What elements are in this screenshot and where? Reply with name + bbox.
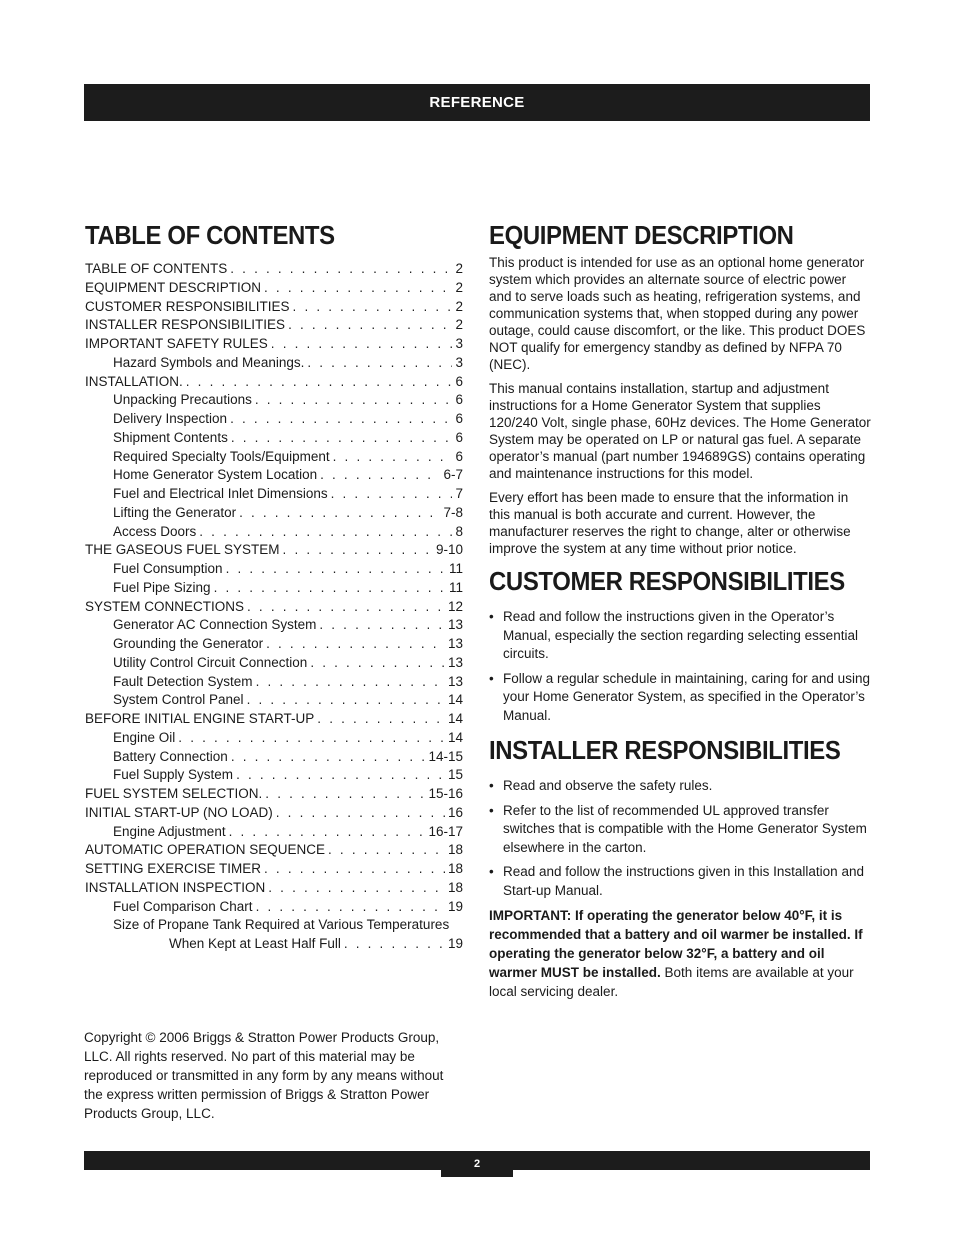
toc-entry-label: Fuel Pipe Sizing <box>113 579 211 595</box>
toc-entry-page: 2 <box>455 317 463 333</box>
toc-leader-dots <box>231 748 426 767</box>
toc-entry-page: 18 <box>447 861 463 876</box>
toc-leader-dots <box>236 766 445 785</box>
toc-leader-dots <box>229 823 426 842</box>
toc-entry-page: 7-8 <box>443 504 463 520</box>
section-header-bar <box>84 84 870 121</box>
toc-entry-label: TABLE OF CONTENTS <box>85 261 228 276</box>
toc-entry-page: 6-7 <box>443 467 463 483</box>
toc-leader-dots <box>256 673 445 692</box>
important-note <box>489 906 871 1001</box>
toc-leader-dots <box>331 485 453 504</box>
toc-entry-page: 2 <box>455 261 463 276</box>
toc-entry-page: 13 <box>447 617 463 633</box>
equipment-paragraph: This manual contains installation, startup and adjustment instructions for a Home Generator System that supplies 120/240 Volt, single phase, 60Hz devices. The Home Generator System may be operated on LP or natural gas fuel. A separate operator’s manual (part number 194689GS) contains operating and maintenance instructions for this model. <box>489 381 871 481</box>
toc-entry[interactable] <box>85 560 463 579</box>
toc-leader-dots <box>186 373 453 392</box>
toc-entry[interactable] <box>85 523 463 542</box>
toc-entry-label: Home Generator System Location <box>113 467 318 483</box>
toc-entry-label: INSTALLATION INSPECTION <box>85 879 266 895</box>
toc-entry-page: 19 <box>447 936 463 951</box>
toc-entry-label: Size of Propane Tank Required at Various Temperatures <box>113 917 450 933</box>
toc-entry-label: AUTOMATIC OPERATION SEQUENCE <box>85 842 326 858</box>
toc-entry[interactable] <box>85 766 463 785</box>
toc-entry-page: 7 <box>455 486 463 501</box>
toc-entry-label: Fuel Supply System <box>113 767 234 783</box>
toc-entry[interactable] <box>85 410 463 429</box>
toc-entry-page: 11 <box>448 561 463 576</box>
important-note-rest: Both items are available at your local servicing dealer. <box>489 965 854 999</box>
toc-leader-dots <box>328 841 445 860</box>
equipment-description-title: EQUIPMENT DESCRIPTION <box>489 220 794 250</box>
equipment-paragraph: Every effort has been made to ensure that the information in this manual is both accurate and current. However, the manufacturer reserves the right to change, alter or otherwise improve the system at any time without prior notice. <box>489 490 851 556</box>
customer-bullet-list <box>489 608 871 725</box>
toc-entry-label: Shipment Contents <box>113 429 228 445</box>
toc-entry-label: Engine Adjustment <box>113 823 226 839</box>
toc-entry-page: 2 <box>455 279 463 295</box>
toc-entry-label: Generator AC Connection System <box>113 617 317 633</box>
toc-entry-label: SYSTEM CONNECTIONS <box>85 598 245 614</box>
toc-leader-dots <box>231 429 453 448</box>
toc-entry-label: Utility Control Circuit Connection <box>113 654 308 670</box>
toc-entry[interactable] <box>85 916 463 935</box>
toc-entry[interactable] <box>85 898 463 917</box>
toc-entry-page: 18 <box>447 842 463 858</box>
toc-entry-page: 14-15 <box>428 748 463 764</box>
toc-entry-label: Hazard Symbols and Meanings. <box>113 354 305 370</box>
toc-entry[interactable] <box>85 260 463 279</box>
toc-leader-dots <box>266 635 445 654</box>
left-column <box>85 218 463 954</box>
toc-leader-dots <box>319 616 445 635</box>
toc-leader-dots <box>320 466 440 485</box>
toc-entry-page: 14 <box>447 692 463 708</box>
toc-entry[interactable] <box>85 429 463 448</box>
toc-entry[interactable] <box>85 635 463 654</box>
customer-bullet-item: • Follow a regular schedule in maintaining, caring for and using your Home Generator System, as specified in the Operator’s Manual. <box>489 670 871 726</box>
toc-leader-dots <box>239 504 440 523</box>
toc-list <box>85 260 463 954</box>
toc-leader-dots <box>271 335 453 354</box>
toc-entry-label: THE GASEOUS FUEL SYSTEM <box>85 542 280 558</box>
installer-bullet-item: • Read and follow the instructions given in this Installation and Start-up Manual. <box>489 863 871 900</box>
important-note-bold: IMPORTANT: If operating the generator below 40°F, it is recommended that a battery and oil warmer be installed. If operating the generator below 32°F, a battery and oil warmer MUST be installed. <box>489 908 863 980</box>
toc-entry[interactable] <box>85 729 463 748</box>
toc-leader-dots <box>226 560 446 579</box>
toc-entry[interactable] <box>85 466 463 485</box>
customer-responsibilities-title: CUSTOMER RESPONSIBILITIES <box>489 566 845 596</box>
toc-entry-label: Required Specialty Tools/Equipment <box>113 448 330 464</box>
toc-leader-dots <box>293 298 453 317</box>
installer-responsibilities-title: INSTALLER RESPONSIBILITIES <box>489 735 841 765</box>
toc-leader-dots <box>288 316 452 335</box>
toc-leader-dots <box>333 448 453 467</box>
toc-leader-dots <box>283 541 433 560</box>
toc-entry-label: Lifting the Generator <box>113 504 237 520</box>
toc-leader-dots <box>214 579 446 598</box>
toc-entry-page: 6 <box>455 429 463 445</box>
customer-bullet-item: • Read and follow the instructions given in the Operator’s Manual, especially the section regarding selecting essential circuits. <box>489 608 871 664</box>
toc-entry-label: INSTALLATION. <box>85 373 183 389</box>
toc-entry-label: EQUIPMENT DESCRIPTION <box>85 279 262 295</box>
toc-entry-label: Engine Oil <box>113 729 176 745</box>
toc-entry[interactable] <box>85 879 463 898</box>
toc-entry-page: 15 <box>447 767 463 783</box>
toc-entry-label: Fault Detection System <box>113 673 253 689</box>
toc-entry-label: IMPORTANT SAFETY RULES <box>85 336 268 351</box>
installer-bullet-item: • Read and observe the safety rules. <box>489 777 871 796</box>
toc-entry-label: BEFORE INITIAL ENGINE START-UP <box>85 711 315 726</box>
toc-entry-page: 13 <box>447 673 463 689</box>
toc-entry[interactable] <box>85 691 463 710</box>
toc-entry-label: System Control Panel <box>113 692 244 708</box>
toc-leader-dots <box>317 710 445 729</box>
toc-entry[interactable] <box>85 354 463 373</box>
toc-leader-dots <box>276 804 445 823</box>
toc-entry-label: CUSTOMER RESPONSIBILITIES <box>85 298 290 314</box>
toc-entry-label: Fuel Comparison Chart <box>113 898 253 914</box>
toc-entry-label: Fuel Consumption <box>113 561 223 576</box>
toc-entry-label: INSTALLER RESPONSIBILITIES <box>85 317 286 333</box>
toc-entry-page: 12 <box>447 598 463 614</box>
installer-bullet-item: • Refer to the list of recommended UL approved transfer switches that is compatible with the Home Generator System elsewhere in the carton. <box>489 802 871 858</box>
toc-entry[interactable] <box>85 541 463 560</box>
toc-entry[interactable] <box>85 579 463 598</box>
equipment-paragraph: This product is intended for use as an optional home generator system which provides an alternate source of electric power and to serve loads such as heating, refrigeration systems, and communication systems that, when stopped during any power outage, could cause discomfort, or the like. This product DOES NOT qualify for emergency standby as defined by NFPA 70 (NEC). <box>489 255 866 372</box>
toc-entry-page: 16 <box>447 804 463 820</box>
toc-entry-label: Delivery Inspection <box>113 411 228 426</box>
toc-entry[interactable] <box>85 448 463 467</box>
toc-leader-dots <box>247 598 445 617</box>
toc-entry[interactable] <box>85 504 463 523</box>
toc-entry-page: 6 <box>455 373 463 389</box>
toc-entry[interactable] <box>85 748 463 767</box>
toc-entry[interactable] <box>85 710 463 729</box>
right-column <box>489 218 871 1001</box>
toc-entry-label: FUEL SYSTEM SELECTION. <box>85 786 263 801</box>
toc-entry-page: 16-17 <box>428 823 463 839</box>
toc-entry[interactable] <box>85 673 463 692</box>
toc-entry[interactable] <box>85 804 463 823</box>
toc-leader-dots <box>265 785 425 804</box>
toc-leader-dots <box>264 279 452 298</box>
toc-entry[interactable] <box>85 935 463 954</box>
toc-entry-page: 3 <box>455 354 463 370</box>
toc-entry[interactable] <box>85 298 463 317</box>
toc-entry[interactable] <box>85 485 463 504</box>
toc-entry-page: 18 <box>447 879 463 895</box>
toc-entry-label: SETTING EXERCISE TIMER <box>85 861 262 876</box>
toc-entry-label: When Kept at Least Half Full <box>169 936 341 951</box>
toc-entry-page: 15-16 <box>428 786 463 801</box>
toc-entry-page: 14 <box>447 729 463 745</box>
toc-leader-dots <box>268 879 445 898</box>
toc-entry[interactable] <box>85 841 463 860</box>
toc-leader-dots <box>199 523 452 542</box>
installer-bullet-list <box>489 777 871 900</box>
page-number-tab <box>441 1151 513 1177</box>
toc-entry-label: Access Doors <box>113 523 197 539</box>
toc-leader-dots <box>255 391 453 410</box>
toc-entry-page: 13 <box>447 636 463 651</box>
toc-leader-dots <box>230 410 452 429</box>
toc-entry-page: 9-10 <box>435 542 463 558</box>
toc-entry-page: 6 <box>455 392 463 408</box>
toc-entry-page: 8 <box>455 523 463 539</box>
toc-entry-page: 3 <box>455 336 463 351</box>
toc-entry[interactable] <box>85 616 463 635</box>
toc-entry[interactable] <box>85 785 463 804</box>
toc-entry-page: 6 <box>455 448 463 464</box>
toc-leader-dots <box>256 898 445 917</box>
toc-entry[interactable] <box>85 391 463 410</box>
section-header-title: REFERENCE <box>429 94 525 111</box>
toc-entry-page: 19 <box>447 898 463 914</box>
toc-entry-page: 13 <box>447 654 463 670</box>
page-number: 2 <box>473 1158 481 1170</box>
toc-entry[interactable] <box>85 335 463 354</box>
copyright-notice: Copyright © 2006 Briggs & Stratton Power Products Group, LLC. All rights reserved. No part of this material may be reproduced or transmitted in any form by any means without the express written permission of Briggs & Stratton Power Products Group, LLC. <box>84 1030 444 1121</box>
toc-entry[interactable] <box>85 279 463 298</box>
toc-leader-dots <box>310 654 445 673</box>
toc-entry-label: Unpacking Precautions <box>113 392 252 408</box>
toc-entry-label: INITIAL START-UP (NO LOAD) <box>85 804 273 820</box>
toc-entry[interactable] <box>85 654 463 673</box>
toc-leader-dots <box>264 860 445 879</box>
toc-leader-dots <box>230 260 452 279</box>
toc-entry[interactable] <box>85 373 463 392</box>
toc-leader-dots <box>307 354 452 373</box>
toc-title: TABLE OF CONTENTS <box>85 220 335 250</box>
toc-entry[interactable] <box>85 598 463 617</box>
toc-entry-page: 11 <box>448 579 463 595</box>
toc-leader-dots <box>247 691 445 710</box>
toc-entry[interactable] <box>85 860 463 879</box>
toc-entry-label: Grounding the Generator <box>113 636 264 651</box>
toc-entry-label: Fuel and Electrical Inlet Dimensions <box>113 486 328 501</box>
toc-leader-dots <box>344 935 445 954</box>
toc-entry-page: 6 <box>455 411 463 426</box>
toc-entry-page: 2 <box>455 298 463 314</box>
toc-entry-label: Battery Connection <box>113 748 228 764</box>
toc-entry[interactable] <box>85 316 463 335</box>
toc-leader-dots <box>178 729 445 748</box>
toc-entry[interactable] <box>85 823 463 842</box>
toc-entry-page: 14 <box>447 711 463 726</box>
